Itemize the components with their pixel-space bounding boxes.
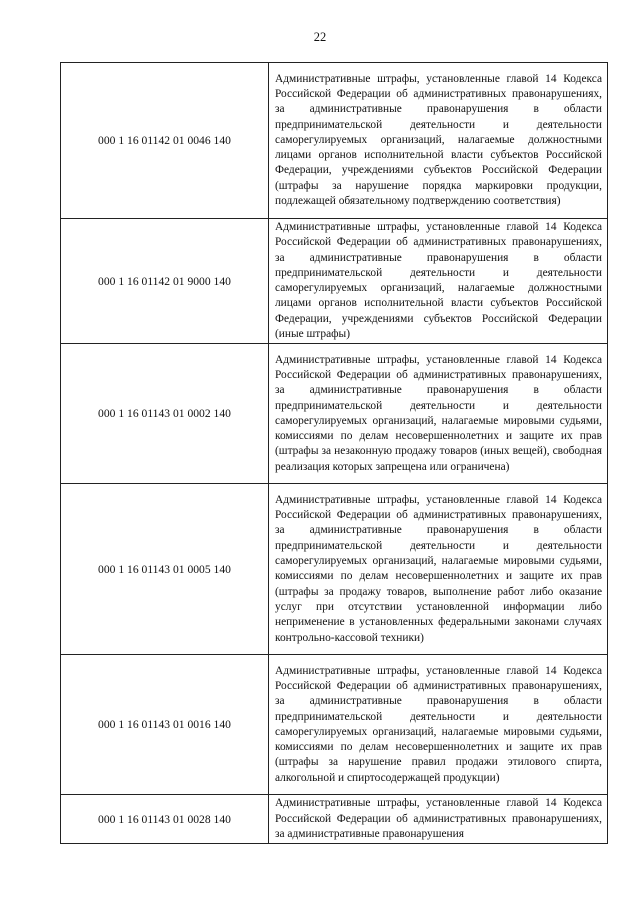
kbk-code-cell: 000 1 16 01143 01 0005 140	[61, 484, 269, 655]
table-row	[61, 63, 608, 219]
description-cell: Административные штрафы, установленные главой 14 Кодекса Российской Федерации об административных правонарушениях, за административные правонарушения в области предпринимательской деятельности и деятельности саморегулируемых организаций, налагаемые мировыми судьями, комиссиями по делам несовершеннолетних и защите их прав (штрафы за незаконную продажу товаров (иных вещей), свободная реализация которых запрещена или ограничена)	[269, 344, 608, 484]
kbk-code-cell: 000 1 16 01143 01 0028 140	[61, 795, 269, 844]
table-row	[61, 655, 608, 795]
description-cell: Административные штрафы, установленные главой 14 Кодекса Российской Федерации об административных правонарушениях, за административные правонарушения в области предпринимательской деятельности и деятельности саморегулируемых организаций, налагаемые мировыми судьями, комиссиями по делам несовершеннолетних и защите их прав (штрафы за нарушение правил продажи этилового спирта, алкогольной и спиртосодержащей продукции)	[269, 655, 608, 795]
kbk-code-cell: 000 1 16 01143 01 0002 140	[61, 344, 269, 484]
table-row	[61, 484, 608, 655]
table-row	[61, 219, 608, 344]
kbk-code-cell: 000 1 16 01142 01 0046 140	[61, 63, 269, 219]
page-number: 22	[313, 30, 327, 44]
table-row	[61, 344, 608, 484]
kbk-code-cell: 000 1 16 01142 01 9000 140	[61, 219, 269, 344]
table-row	[61, 795, 608, 844]
description-cell: Административные штрафы, установленные главой 14 Кодекса Российской Федерации об административных правонарушениях, за административные правонарушения в области предпринимательской деятельности и деятельности саморегулируемых организаций, налагаемые мировыми судьями, комиссиями по делам несовершеннолетних и защите их прав (штрафы за продажу товаров, выполнение работ либо оказание услуг при отсутствии установленной информации либо неприменение в установленных федеральными законами случаях контрольно-кассовой техники)	[269, 484, 608, 655]
kbk-code-cell: 000 1 16 01143 01 0016 140	[61, 655, 269, 795]
description-cell: Административные штрафы, установленные главой 14 Кодекса Российской Федерации об административных правонарушениях, за административные правонарушения в области предпринимательской деятельности и деятельности саморегулируемых организаций, налагаемые должностными лицами органов исполнительной власти субъектов Российской Федерации, учреждениями субъектов Российской Федерации (иные штрафы)	[269, 219, 608, 344]
description-cell: Административные штрафы, установленные главой 14 Кодекса Российской Федерации об административных правонарушениях, за административные правонарушения	[269, 795, 608, 844]
budget-codes-table	[60, 62, 608, 844]
description-cell: Административные штрафы, установленные главой 14 Кодекса Российской Федерации об административных правонарушениях, за административные правонарушения в области предпринимательской деятельности и деятельности саморегулируемых организаций, налагаемые должностными лицами органов исполнительной власти субъектов Российской Федерации, учреждениями субъектов Российской Федерации (штрафы за нарушение порядка маркировки продукции, подлежащей обязательному подтверждению соответствия)	[269, 63, 608, 219]
